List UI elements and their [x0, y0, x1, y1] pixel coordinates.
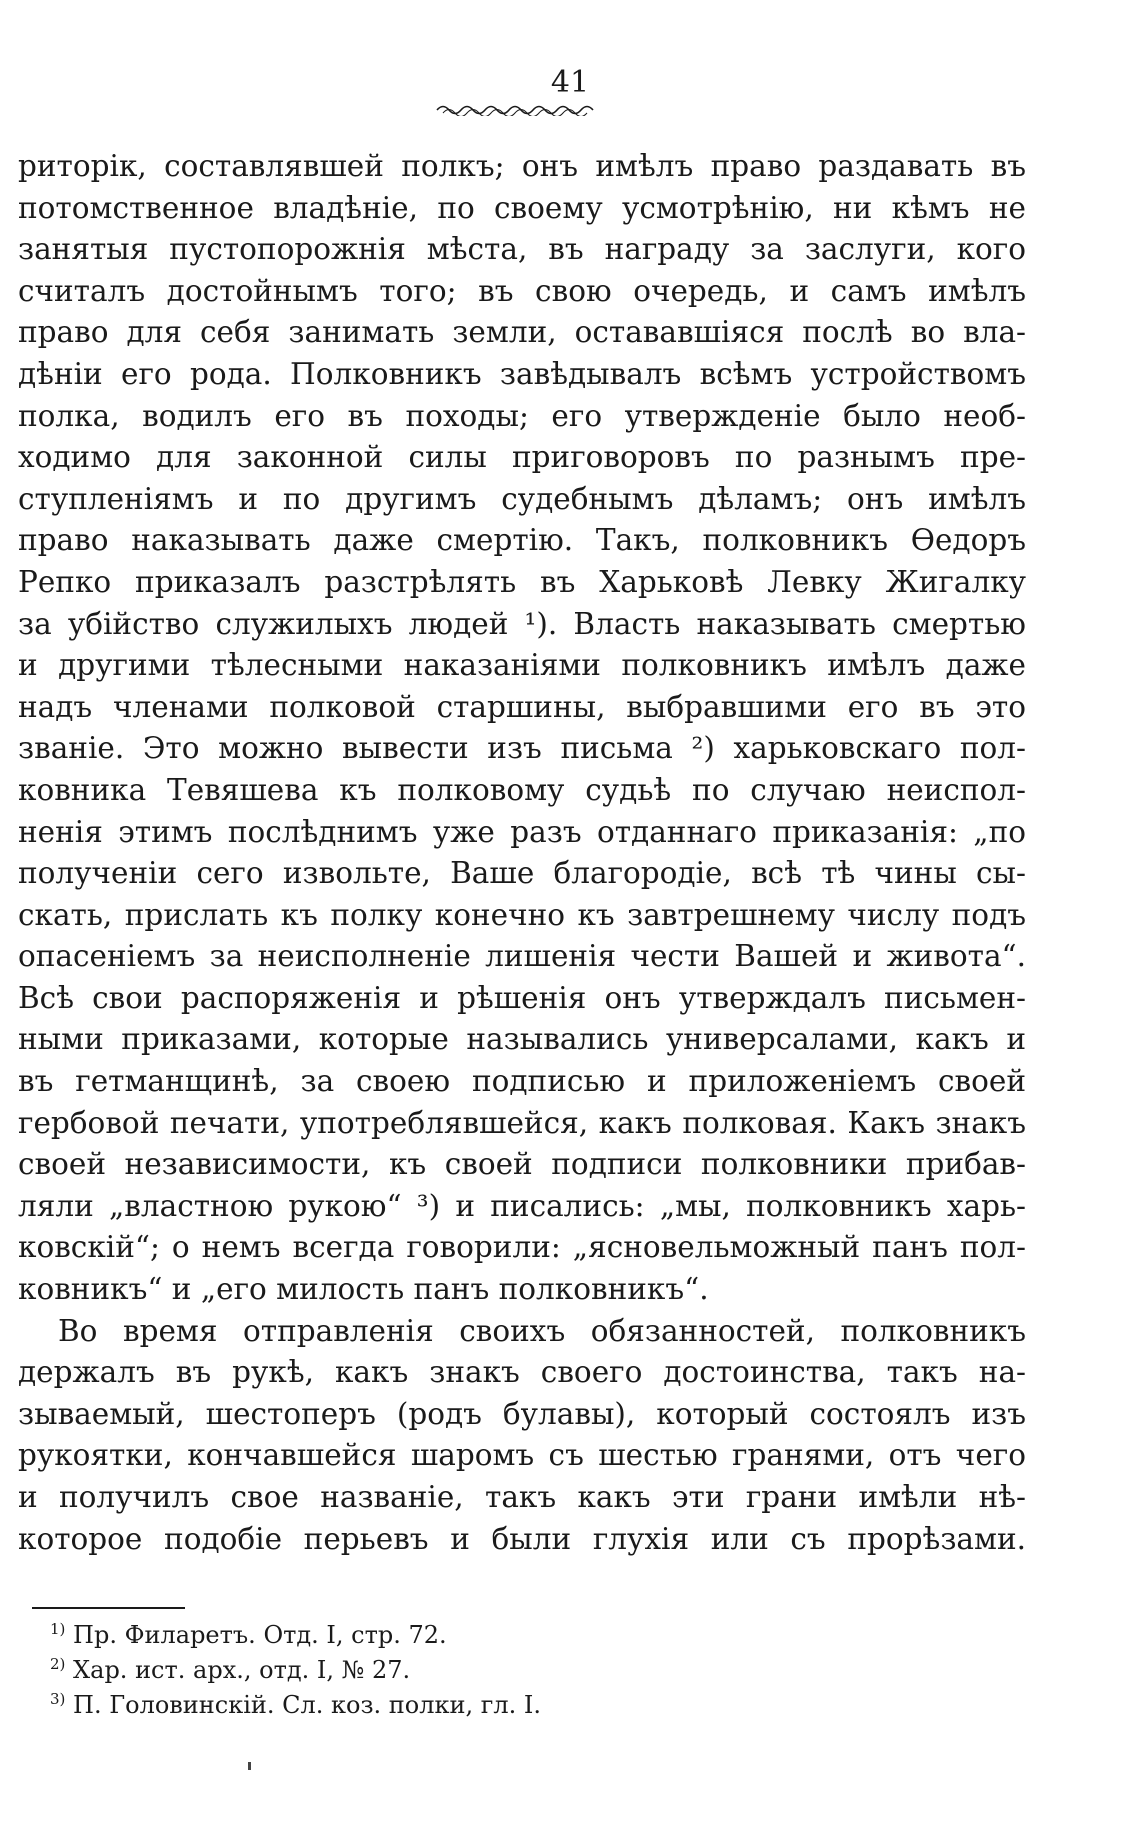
text-line: Всѣ свои распоряженія и рѣшенія онъ утверждалъ письмен-	[18, 980, 1026, 1015]
text-line: ковника Тевяшева къ полковому судьѣ по случаю неиспол-	[18, 772, 1026, 807]
footnote-separator	[32, 1607, 185, 1609]
text-line: и другими тѣлесными наказаніями полковникъ имѣлъ даже	[18, 648, 1026, 683]
text-line: званіе. Это можно вывести изъ письма ²) харьковскаго пол-	[18, 731, 1026, 766]
text-line: дѣніи его рода. Полковникъ завѣдывалъ всѣмъ устройствомъ	[18, 356, 1026, 391]
text-line: гербовой печати, употреблявшейся, какъ полковая. Какъ знакъ	[18, 1105, 1026, 1140]
text-line: своей независимости, къ своей подписи полковники прибав-	[18, 1147, 1026, 1182]
text-line: право наказывать даже смертію. Такъ, полковникъ Ѳедоръ	[18, 523, 1026, 558]
footnote-text: Хар. ист. арх., отд. I, № 27.	[73, 1656, 411, 1684]
text-line: полученіи сего извольте, Ваше благородіе, всѣ тѣ чины сы-	[18, 856, 1026, 891]
ornament-divider	[435, 102, 600, 116]
text-line: риторік, составлявшей полкъ; онъ имѣлъ право раздавать въ	[18, 149, 1026, 183]
text-line: занятыя пустопорожнія мѣста, въ награду за заслуги, кого	[18, 232, 1026, 267]
text-line: право для себя занимать земли, остававшіяся послѣ во вла-	[18, 315, 1026, 350]
paragraph-start-line: Во время отправленія своихъ обязанностей, полковникъ	[58, 1313, 1026, 1348]
footnote-marker: 1)	[50, 1620, 66, 1638]
text-line: Репко приказалъ разстрѣлять въ Харьковѣ Левку Жигалку	[18, 564, 1026, 599]
text-line: полка, водилъ его въ походы; его утвержденіе было необ-	[18, 398, 1026, 433]
text-line: потомственное владѣніе, по своему усмотрѣнію, ни кѣмъ не	[18, 190, 1026, 225]
text-line: за убійство служилыхъ людей ¹). Власть наказывать смертью	[18, 606, 1026, 641]
text-line: и получилъ свое названіе, такъ какъ эти грани имѣли нѣ-	[18, 1480, 1026, 1514]
text-line: ными приказами, которые назывались универсалами, какъ и	[18, 1022, 1026, 1057]
footnote-2	[50, 1653, 541, 1688]
footnote-text: Пр. Филаретъ. Отд. I, стр. 72.	[73, 1621, 447, 1649]
text-line: ненія этимъ послѣднимъ уже разъ отданнаго приказанія: „по	[18, 814, 1026, 849]
footnotes	[50, 1618, 541, 1723]
text-line: опасеніемъ за неисполненіе лишенія чести Вашей и живота“.	[18, 939, 1026, 974]
text-line: зываемый, шестоперъ (родъ булавы), который состоялъ изъ	[18, 1396, 1026, 1431]
text-line: считалъ достойнымъ того; въ свою очередь, и самъ имѣлъ	[18, 273, 1026, 308]
page-number: 41	[550, 65, 590, 100]
text-line: рукоятки, кончавшейся шаромъ съ шестью гранями, отъ чего	[18, 1438, 1026, 1473]
text-line: ковскій“; о немъ всегда говорили: „ясновельможный панъ пол-	[18, 1230, 1026, 1265]
footnote-1	[50, 1618, 541, 1653]
footnote-marker: 2)	[50, 1655, 66, 1673]
text-line: ходимо для законной силы приговоровъ по разнымъ пре-	[18, 440, 1026, 475]
text-line: которое подобіе перьевъ и были глухія или съ прорѣзами.	[18, 1521, 1026, 1556]
text-line: скать, прислать къ полку конечно къ завтрешнему числу подъ	[18, 897, 1026, 932]
footnote-marker: 3)	[50, 1690, 66, 1708]
text-line: ковникъ“ и „его милость панъ полковникъ“.	[18, 1272, 709, 1307]
footnote-3	[50, 1688, 541, 1723]
footnote-text: П. Головинскій. Сл. коз. полки, гл. I.	[73, 1691, 541, 1719]
text-line: ступленіямъ и по другимъ судебнымъ дѣламъ; онъ имѣлъ	[18, 481, 1026, 516]
text-line: ляли „властною рукою“ ³) и писались: „мы, полковникъ харь-	[18, 1188, 1026, 1223]
text-line: держалъ въ рукѣ, какъ знакъ своего достоинства, такъ на-	[18, 1355, 1026, 1390]
body-text	[18, 146, 1026, 1560]
text-line: въ гетманщинѣ, за своею подписью и приложеніемъ своей	[18, 1064, 1026, 1099]
ink-speck	[248, 1762, 251, 1770]
text-line: надъ членами полковой старшины, выбравшими его въ это	[18, 689, 1026, 724]
